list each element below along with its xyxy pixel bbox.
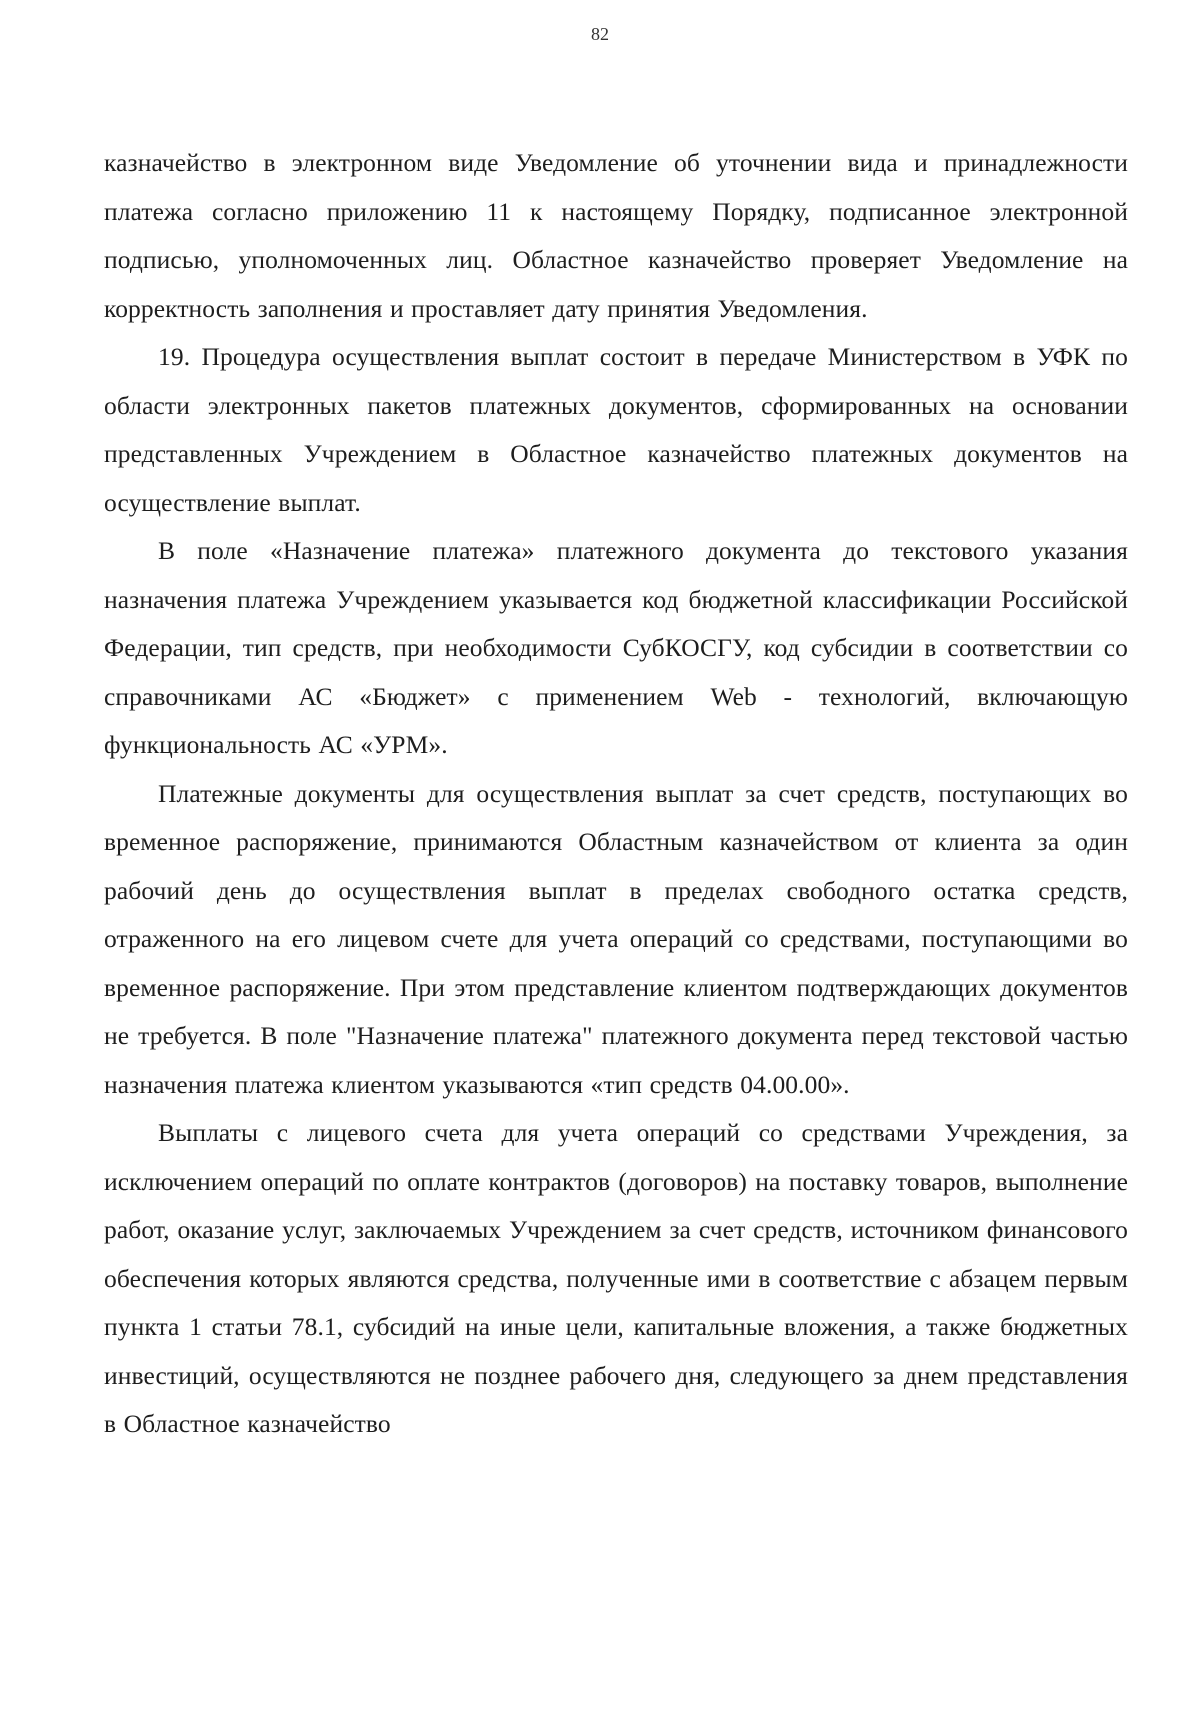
paragraph-payment-purpose: В поле «Назначение платежа» платежного документа до текстового указания назначения платежа Учреждением указывается код бюджетной классификации Российской Федерации, тип средств, при необходимости СубКОСГУ, код субсидии в соответствии со справочниками АС «Бюджет» с применением Web - технологий, включающую функциональность АС «УРМ». — [104, 536, 1128, 759]
paragraph-temporary-funds: Платежные документы для осуществления выплат за счет средств, поступающих во временное распоряжение, принимаются Областным казначейством от клиента за один рабочий день до осуществления выплат в пределах свободного остатка средств, отраженного на его лицевом счете для учета операций со средствами, поступающими во временное распоряжение. При этом представление клиентом подтверждающих документов не требуется. В поле "Назначение платежа" платежного документа перед текстовой частью назначения платежа клиентом указываются «тип средств 04.00.00». — [104, 778, 1128, 1099]
paragraph-continuation: казначейство в электронном виде Уведомление об уточнении вида и принадлежности платежа согласно приложению 11 к настоящему Порядку, подписанное электронной подписью, уполномоченных лиц. Областное казначейство проверяет Уведомление на корректность заполнения и проставляет дату принятия Уведомления. — [104, 148, 1128, 323]
document-body — [104, 139, 1128, 1449]
paragraph-item-19: 19. Процедура осуществления выплат состоит в передаче Министерством в УФК по области электронных пакетов платежных документов, сформированных на основании представленных Учреждением в Областное казначейство платежных документов на осуществление выплат. — [104, 342, 1128, 517]
paragraph-account-payments: Выплаты с лицевого счета для учета операций со средствами Учреждения, за исключением операций по оплате контрактов (договоров) на поставку товаров, выполнение работ, оказание услуг, заключаемых Учреждением за счет средств, источником финансового обеспечения которых являются средства, полученные ими в соответствие с абзацем первым пункта 1 статьи 78.1, субсидий на иные цели, капитальные вложения, а также бюджетных инвестиций, осуществляются не позднее рабочего дня, следующего за днем представления в Областное казначейство — [104, 1118, 1128, 1438]
page-number: 82 — [591, 24, 609, 44]
